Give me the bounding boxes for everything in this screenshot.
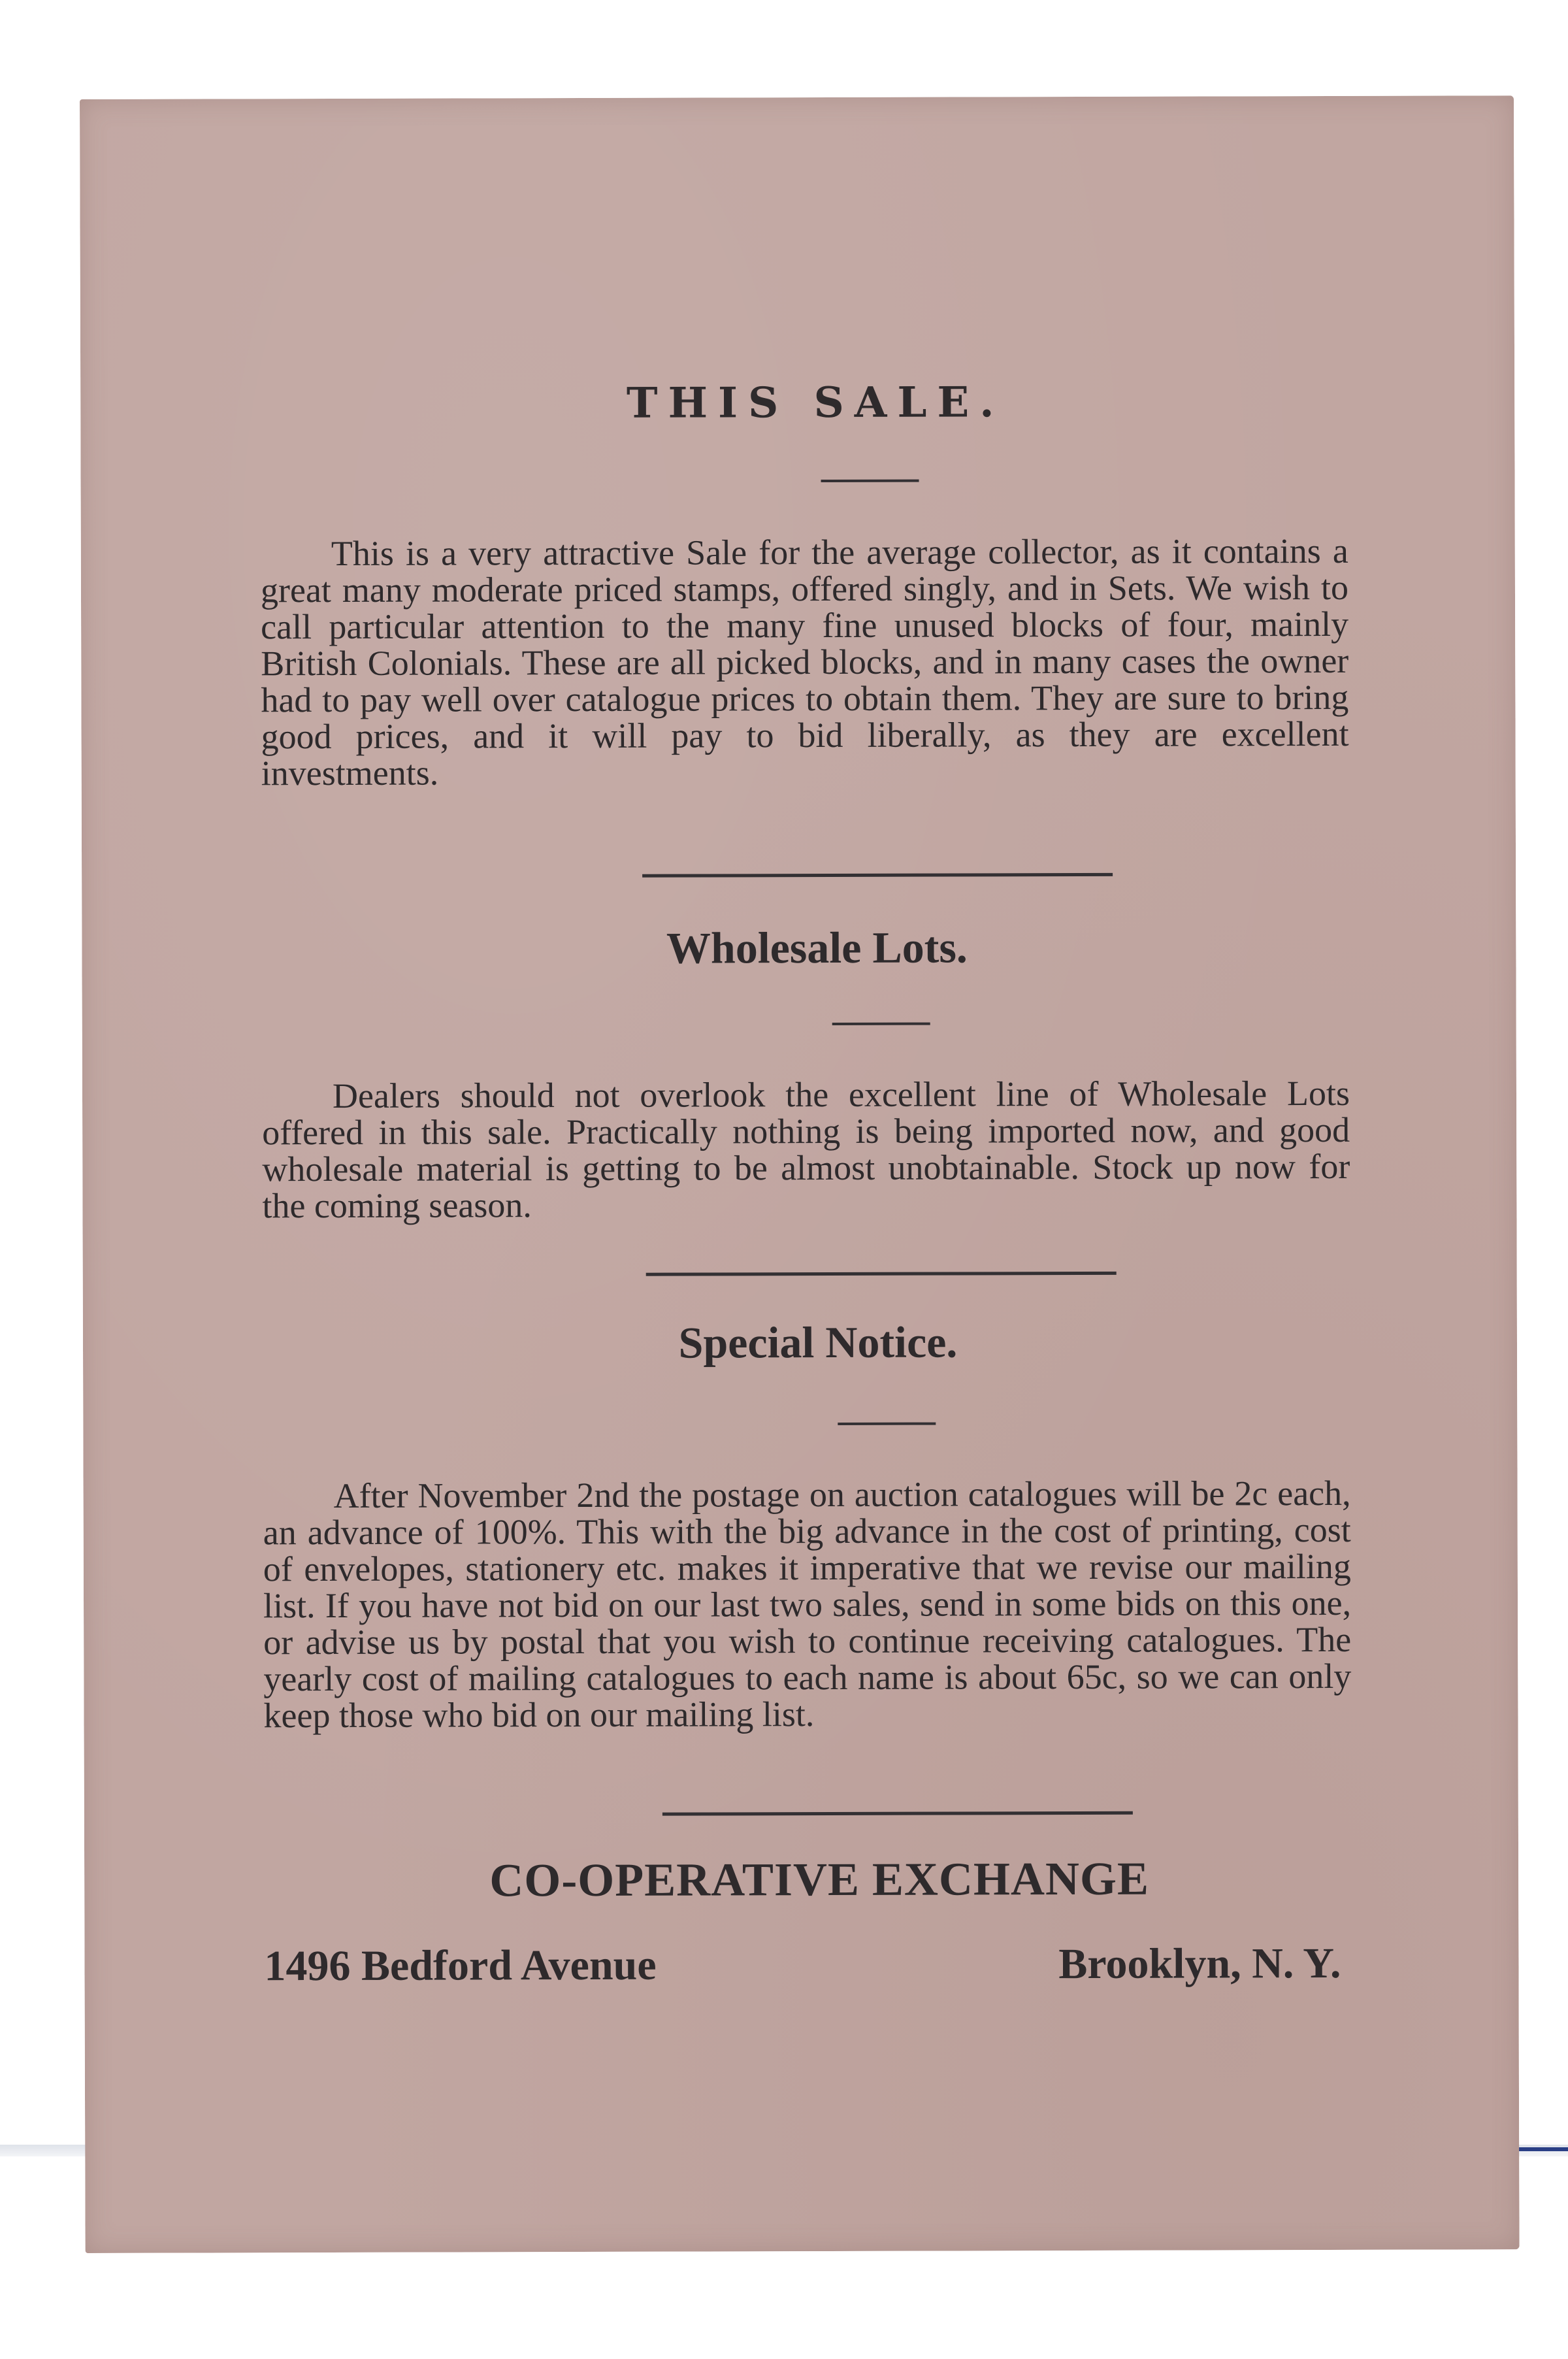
wholesale-lots-paragraph: Dealers should not overlook the excellent line of Wholesale Lots offered in this sale. Practically nothing is being imported now, and good wholesale material is getting to be almost unobtainable. Stock up now for the coming season. bbox=[262, 1073, 1350, 1226]
special-notice-paragraph: After November 2nd the postage on auction catalogues will be 2c each, an advance of 100%. This with the big advance in the cost of printing, cost of envelopes, stationery etc. makes it imperative that we revise our mailing list. If you have not bid on our last two sales, send in some bids on this one, or advise us by postal that you wish to continue receiving catalogues. The yearly cost of mailing catalogues to each name is about 65c, so we can only keep those who bid on our mailing list. bbox=[263, 1473, 1352, 1736]
notice-divider bbox=[838, 1423, 936, 1425]
address-row bbox=[264, 1939, 1341, 1990]
company-name: CO-OPERATIVE EXCHANGE bbox=[489, 1852, 1150, 1907]
catalogue-page bbox=[80, 95, 1520, 2253]
section-divider-1 bbox=[642, 873, 1113, 878]
wholesale-divider bbox=[832, 1023, 930, 1025]
section-divider-2 bbox=[646, 1272, 1117, 1276]
page-content bbox=[259, 96, 1429, 1990]
this-sale-title: THIS SALE. bbox=[626, 378, 1005, 428]
this-sale-paragraph: This is a very attractive Sale for the average collector, as it contains a great many moderate priced stamps, offered singly, and in Sets. We wish to call particular attention to the many fine unused blocks of four, mainly British Colonials. These are all picked blocks, and in many cases the owner had to pay well over catalogue prices to obtain them. They are sure to bring good prices, and it will pay to bid liberally, as they are excellent investments. bbox=[260, 531, 1349, 793]
title-divider bbox=[821, 480, 919, 482]
wholesale-lots-heading: Wholesale Lots. bbox=[666, 922, 968, 973]
city-state: Brooklyn, N. Y. bbox=[1058, 1939, 1341, 1988]
section-divider-3 bbox=[662, 1811, 1133, 1816]
special-notice-heading: Special Notice. bbox=[678, 1317, 958, 1368]
street-address: 1496 Bedford Avenue bbox=[264, 1941, 657, 1990]
